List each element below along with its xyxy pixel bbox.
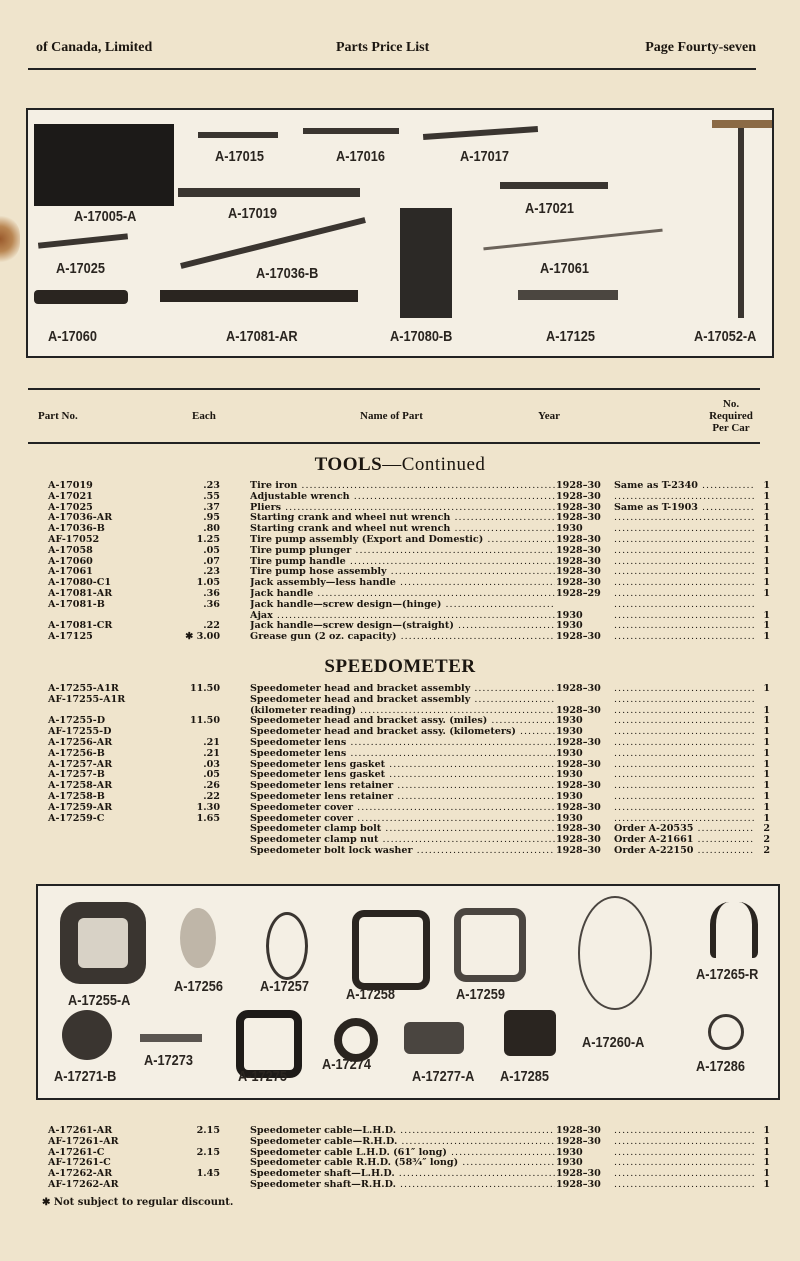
part-number: AF-17255-A1R (48, 693, 126, 705)
note (614, 512, 754, 523)
table-row (0, 491, 800, 502)
part-number: AF-17261-C (48, 1157, 111, 1169)
part-number: A-17259-C (48, 812, 105, 824)
note (614, 683, 754, 694)
part-number: A-17256-B (48, 747, 105, 759)
table-row (0, 556, 800, 567)
price: .21 (203, 747, 220, 759)
quantity: 1 (763, 715, 770, 727)
fig-label: A-17256 (174, 978, 223, 995)
quantity: 1 (763, 1168, 770, 1180)
part-number: A-17025 (48, 501, 93, 513)
note (614, 1179, 754, 1190)
year: 1930 (556, 715, 583, 727)
price: .22 (203, 620, 220, 632)
part-number: A-17081-CR (48, 620, 113, 632)
quantity: 1 (763, 801, 770, 813)
fig-label: A-17061 (540, 260, 589, 277)
note (614, 780, 754, 791)
part-name: Pliers ..... (250, 502, 555, 513)
note (614, 1168, 754, 1179)
part-number: A-17255-A1R (48, 683, 119, 694)
part-name: Tire pump handle ..... (250, 556, 555, 567)
table-row (0, 588, 800, 599)
section-title-speedometer: SPEEDOMETER (324, 656, 476, 677)
part-name: Speedometer shaft—R.H.D. ..... (250, 1179, 555, 1190)
note: Same as T-1903 ..... (614, 502, 754, 513)
price: .37 (203, 501, 220, 513)
part-number: A-17255-D (48, 715, 106, 727)
quantity: 1 (763, 577, 770, 589)
part-name: Speedometer head and bracket assy. (kilometers) ..... (250, 726, 555, 737)
note (614, 1147, 754, 1158)
part-number: A-17058 (48, 544, 93, 556)
fig-label: A-17259 (456, 986, 505, 1003)
header-right: Page Fourty-seven (645, 40, 756, 55)
note (614, 523, 754, 534)
part-name: Speedometer cable L.H.D. (61″ long) ..... (250, 1147, 555, 1158)
note (614, 791, 754, 802)
table-row (0, 737, 800, 748)
quantity: 1 (763, 512, 770, 524)
col-name: Name of Part (360, 410, 423, 422)
price: .36 (203, 588, 220, 599)
table-row (0, 566, 800, 577)
quantity: 1 (763, 631, 770, 643)
part-name: Jack handle—screw design—(hinge) ..... (250, 599, 555, 610)
fig-label: A-17080-B (390, 328, 453, 345)
part-number: A-17060 (48, 555, 93, 567)
part-name: Tire pump assembly (Export and Domestic) ..... (250, 534, 555, 545)
table-row (0, 780, 800, 791)
part-name: Speedometer cable R.H.D. (58¾″ long) ..... (250, 1157, 555, 1168)
note (614, 566, 754, 577)
fig-label: A-17021 (525, 200, 574, 217)
part-name: Speedometer cover ..... (250, 813, 555, 824)
quantity: 1 (763, 609, 770, 621)
fig-label: A-17258 (346, 986, 395, 1003)
fig-label: A-17274 (322, 1056, 371, 1073)
table-row (0, 1179, 800, 1190)
year: 1930 (556, 1157, 583, 1169)
quantity: 1 (763, 1146, 770, 1158)
fig-label: A-17005-A (74, 208, 137, 225)
footnote: ✱ Not subject to regular discount. (42, 1197, 234, 1208)
note (614, 802, 754, 813)
year: 1928–30 (556, 1125, 601, 1136)
part-name: Jack handle ..... (250, 588, 555, 599)
table-row (0, 1136, 800, 1147)
part-number: A-17021 (48, 490, 93, 502)
price: .80 (203, 523, 220, 535)
year: 1930 (556, 523, 583, 535)
fig-label: A-17277-A (412, 1068, 475, 1085)
quantity: 2 (763, 823, 770, 835)
part-name: Speedometer clamp bolt ..... (250, 823, 555, 834)
tool-bag-shape (34, 124, 174, 206)
quantity: 1 (763, 758, 770, 770)
table-row (0, 599, 800, 610)
note (614, 491, 754, 502)
table-row (0, 823, 800, 834)
note (614, 577, 754, 588)
table-row (0, 502, 800, 513)
year: 1928–30 (556, 1168, 601, 1180)
fig-label: A-17271-B (54, 1068, 117, 1085)
price: .21 (203, 737, 220, 748)
col-year: Year (538, 410, 560, 422)
note (614, 737, 754, 748)
year: 1928–30 (556, 834, 601, 846)
quantity: 1 (763, 683, 770, 694)
note (614, 610, 754, 621)
note (614, 1125, 754, 1136)
price: 2.15 (196, 1146, 220, 1158)
part-number: A-17019 (48, 480, 93, 491)
table-row (0, 577, 800, 588)
quantity: 1 (763, 791, 770, 802)
part-name: Jack handle—screw design—(straight) ..... (250, 620, 555, 631)
part-name: Speedometer head and bracket assembly ..... (250, 683, 555, 694)
table-row (0, 834, 800, 845)
fig-label: A-17255-A (68, 992, 131, 1009)
part-number: A-17256-AR (48, 737, 113, 748)
price: .05 (203, 769, 220, 781)
part-name: Speedometer lens gasket ..... (250, 769, 555, 780)
quantity: 1 (763, 769, 770, 781)
page-header (36, 40, 756, 60)
table-row (0, 631, 800, 642)
year: 1930 (556, 1146, 583, 1158)
part-name: Jack assembly—less handle ..... (250, 577, 555, 588)
quantity: 2 (763, 834, 770, 846)
price: 2.15 (196, 1125, 220, 1136)
note: Order A-21661 ..... (614, 834, 754, 845)
quantity: 1 (763, 780, 770, 792)
price: 11.50 (189, 715, 220, 727)
part-name: Speedometer lens ..... (250, 737, 555, 748)
part-name: Speedometer lens ..... (250, 748, 555, 759)
year: 1930 (556, 620, 583, 632)
table-row (0, 845, 800, 856)
year: 1928–30 (556, 566, 601, 578)
part-number: A-17261-C (48, 1146, 105, 1158)
note (614, 620, 754, 631)
year: 1930 (556, 791, 583, 802)
table-row (0, 683, 800, 694)
part-name: Tire iron ..... (250, 480, 555, 491)
paper-stain (0, 215, 20, 263)
part-number: A-17036-B (48, 523, 105, 535)
price: .23 (203, 566, 220, 578)
year: 1928–30 (556, 544, 601, 556)
table-row (0, 480, 800, 491)
header-left: of Canada, Limited (36, 40, 153, 55)
note (614, 588, 754, 599)
part-name: Speedometer lens retainer ..... (250, 780, 555, 791)
fig-label: A-17081-AR (226, 328, 298, 345)
fig-label: A-17260-A (582, 1034, 645, 1051)
quantity: 1 (763, 704, 770, 716)
table-row (0, 620, 800, 631)
note: Same as T-2340 ..... (614, 480, 754, 491)
year: 1928–30 (556, 1135, 601, 1147)
quantity: 2 (763, 845, 770, 856)
year: 1930 (556, 726, 583, 738)
part-number: A-17080-C1 (48, 577, 112, 589)
quantity: 1 (763, 490, 770, 502)
price: .03 (203, 758, 220, 770)
fig-label: A-17285 (500, 1068, 549, 1085)
year: 1928–30 (556, 758, 601, 770)
year: 1928–30 (556, 1179, 601, 1190)
table-row (0, 759, 800, 770)
part-name: Ajax ..... (250, 610, 555, 621)
part-number: AF-17052 (48, 534, 100, 545)
part-name: Starting crank and wheel nut wrench ..... (250, 523, 555, 534)
column-header (28, 388, 760, 444)
note (614, 715, 754, 726)
table-row (0, 610, 800, 621)
fig-label: A-17273 (144, 1052, 193, 1069)
price: 1.45 (196, 1168, 220, 1180)
part-name: Speedometer cover ..... (250, 802, 555, 813)
part-number: A-17257-B (48, 769, 105, 781)
quantity: 1 (763, 544, 770, 556)
fig-label: A-17015 (215, 148, 264, 165)
note (614, 813, 754, 824)
note (614, 599, 754, 610)
year: 1930 (556, 812, 583, 824)
part-number: A-17259-AR (48, 801, 113, 813)
fig-label: A-17016 (336, 148, 385, 165)
table-row (0, 523, 800, 534)
quantity: 1 (763, 1179, 770, 1190)
note (614, 769, 754, 780)
fig-label: A-17052-A (694, 328, 757, 345)
part-name: (kilometer reading) ..... (250, 705, 555, 716)
part-name: Speedometer head and bracket assy. (miles) ..... (250, 715, 555, 726)
part-number: A-17061 (48, 566, 93, 578)
fig-label: A-17036-B (256, 265, 319, 282)
year: 1928–30 (556, 780, 601, 792)
header-center: Parts Price List (336, 40, 430, 55)
header-rule (28, 68, 756, 70)
quantity: 1 (763, 1135, 770, 1147)
quantity: 1 (763, 737, 770, 748)
table-row (0, 545, 800, 556)
price: .23 (203, 480, 220, 491)
price: 1.30 (196, 801, 220, 813)
part-number: A-17261-AR (48, 1125, 113, 1136)
table-row (0, 1147, 800, 1158)
note (614, 631, 754, 642)
year: 1930 (556, 769, 583, 781)
col-part-no: Part No. (38, 410, 78, 422)
note: Order A-20535 ..... (614, 823, 754, 834)
price: ✱ 3.00 (185, 631, 220, 643)
year: 1928–30 (556, 534, 601, 545)
table-row (0, 512, 800, 523)
note (614, 1157, 754, 1168)
quantity: 1 (763, 726, 770, 738)
year: 1928–30 (556, 577, 601, 589)
part-name: Speedometer bolt lock washer ..... (250, 845, 555, 856)
year: 1928–30 (556, 823, 601, 835)
part-number: AF-17261-AR (48, 1135, 119, 1147)
price: .05 (203, 544, 220, 556)
price: 11.50 (189, 683, 220, 694)
speedometer-photo (36, 884, 780, 1100)
part-number: A-17257-AR (48, 758, 113, 770)
part-name: Tire pump plunger ..... (250, 545, 555, 556)
year: 1928–30 (556, 683, 601, 694)
price: 1.65 (196, 812, 220, 824)
section-title-tools: TOOLS—Continued (314, 454, 486, 475)
year: 1928–30 (556, 501, 601, 513)
table-row (0, 1157, 800, 1168)
year: 1928–29 (556, 588, 601, 599)
note (614, 759, 754, 770)
quantity: 1 (763, 620, 770, 632)
part-name: Speedometer head and bracket assembly ..... (250, 694, 555, 705)
year: 1928–30 (556, 512, 601, 524)
quantity: 1 (763, 523, 770, 535)
part-name: Speedometer cable—L.H.D. ..... (250, 1125, 555, 1136)
note (614, 748, 754, 759)
table-row (0, 769, 800, 780)
price: .36 (203, 598, 220, 610)
tools-photo (26, 108, 774, 358)
table-row (0, 802, 800, 813)
part-number: A-17258-AR (48, 780, 113, 792)
note (614, 726, 754, 737)
col-required: No. Required Per Car (709, 398, 753, 434)
table-row (0, 534, 800, 545)
part-name: Starting crank and wheel nut wrench ..... (250, 512, 555, 523)
part-number: AF-17262-AR (48, 1179, 119, 1190)
quantity: 1 (763, 1157, 770, 1169)
fig-label: A-17265-R (696, 966, 759, 983)
fig-label: A-17060 (48, 328, 97, 345)
note (614, 705, 754, 716)
col-each: Each (192, 410, 216, 422)
table-row (0, 813, 800, 824)
price: 1.25 (196, 534, 220, 545)
part-name: Adjustable wrench ..... (250, 491, 555, 502)
part-name: Speedometer clamp nut ..... (250, 834, 555, 845)
table-row (0, 694, 800, 705)
part-name: Speedometer lens retainer ..... (250, 791, 555, 802)
fig-label: A-17257 (260, 978, 309, 995)
quantity: 1 (763, 534, 770, 545)
price: 1.05 (196, 577, 220, 589)
quantity: 1 (763, 588, 770, 599)
note (614, 534, 754, 545)
quantity: 1 (763, 480, 770, 491)
note (614, 545, 754, 556)
year: 1928–30 (556, 555, 601, 567)
table-row (0, 726, 800, 737)
fig-label: A-17017 (460, 148, 509, 165)
table-row (0, 1168, 800, 1179)
part-name: Speedometer lens gasket ..... (250, 759, 555, 770)
quantity: 1 (763, 747, 770, 759)
table-row (0, 705, 800, 716)
part-name: Grease gun (2 oz. capacity) ..... (250, 631, 555, 642)
year: 1930 (556, 747, 583, 759)
year: 1928–30 (556, 801, 601, 813)
part-number: A-17081-B (48, 598, 105, 610)
year: 1928–30 (556, 631, 601, 643)
part-number: A-17262-AR (48, 1168, 113, 1180)
part-name: Tire pump hose assembly ..... (250, 566, 555, 577)
table-row (0, 1125, 800, 1136)
part-number: A-17258-B (48, 791, 105, 802)
table-row (0, 748, 800, 759)
year: 1928–30 (556, 845, 601, 856)
price: .55 (203, 490, 220, 502)
table-row (0, 715, 800, 726)
part-name: Speedometer shaft—L.H.D. ..... (250, 1168, 555, 1179)
year: 1930 (556, 609, 583, 621)
quantity: 1 (763, 812, 770, 824)
fig-label: A-17275 (238, 1068, 287, 1085)
note (614, 694, 754, 705)
part-name: Speedometer cable—R.H.D. ..... (250, 1136, 555, 1147)
price: .07 (203, 555, 220, 567)
fig-label: A-17025 (56, 260, 105, 277)
table-row (0, 791, 800, 802)
part-number: A-17125 (48, 631, 93, 643)
year: 1928–30 (556, 490, 601, 502)
price: .26 (203, 780, 220, 792)
part-number: A-17081-AR (48, 588, 113, 599)
year: 1928–30 (556, 737, 601, 748)
quantity: 1 (763, 501, 770, 513)
part-number: A-17036-AR (48, 512, 113, 524)
fig-label: A-17019 (228, 205, 277, 222)
quantity: 1 (763, 566, 770, 578)
note: Order A-22150 ..... (614, 845, 754, 856)
quantity: 1 (763, 555, 770, 567)
note (614, 556, 754, 567)
price: .95 (203, 512, 220, 524)
part-number: AF-17255-D (48, 726, 112, 738)
note (614, 1136, 754, 1147)
fig-label: A-17286 (696, 1058, 745, 1075)
year: 1928–30 (556, 480, 601, 491)
year: 1928–30 (556, 704, 601, 716)
fig-label: A-17125 (546, 328, 595, 345)
price: .22 (203, 791, 220, 802)
quantity: 1 (763, 1125, 770, 1136)
